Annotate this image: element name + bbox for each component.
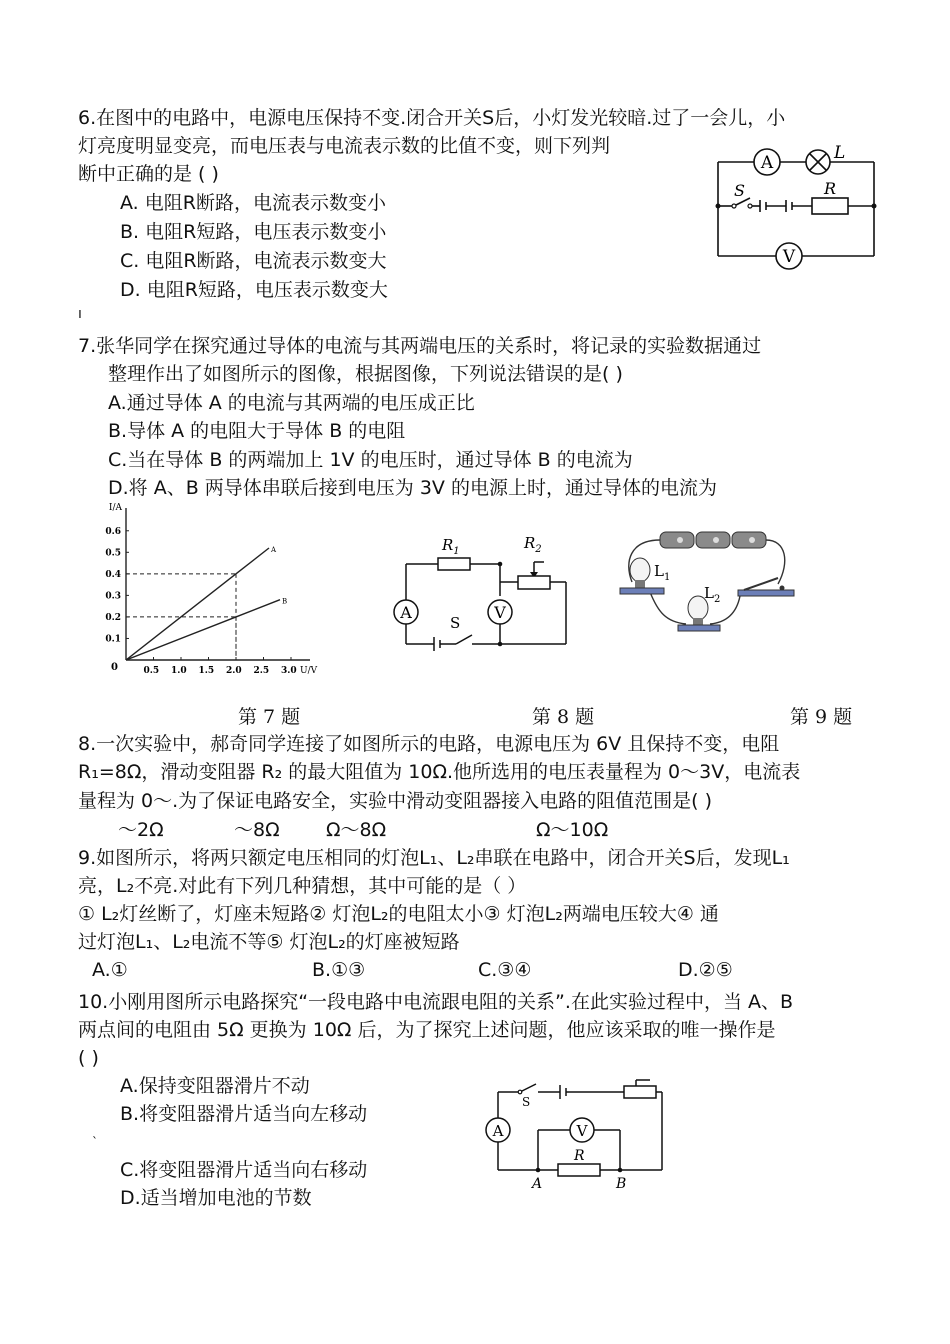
q6-line-3: 断中正确的是 ( ) <box>78 163 219 185</box>
ammeter-label: A <box>400 603 412 622</box>
caption-fig-7: 第 7 题 <box>238 706 301 728</box>
q9-line-3: ① L₂灯丝断了，灯座未短路② 灯泡L₂的电阻太小③ 灯泡L₂两端电压较大④ 通 <box>78 903 719 925</box>
switch-contact <box>748 204 752 208</box>
q10-line-2: 两点间的电阻由 5Ω 更换为 10Ω 后，为了探究上述问题，他应该采取的唯一操作是 <box>78 1019 776 1041</box>
voltmeter-label: V <box>576 1122 588 1140</box>
q9-circuit-picture <box>610 522 802 648</box>
resistor-r <box>812 198 848 214</box>
stray-mark-2: ˋ <box>92 1135 98 1149</box>
caption-fig-8: 第 8 题 <box>532 706 595 728</box>
q7-option-d: D.将 A、B 两导体串联后接到电压为 3V 的电源上时，通过导体的电流为 <box>108 477 717 499</box>
ammeter-label: A <box>760 153 774 173</box>
q7-option-b: B.导体 A 的电阻大于导体 B 的电阻 <box>108 420 406 442</box>
switch-contact <box>518 1090 522 1094</box>
q8-option-c: Ω～8Ω <box>326 819 387 841</box>
y-tick-label: 0.5 <box>105 548 121 559</box>
y-tick-label: 0.2 <box>105 612 121 623</box>
junction-dot <box>498 642 503 647</box>
q8-line-1: 8.一次实验中，郝奇同学连接了如图所示的电路，电源电压为 6V 且保持不变，电阻 <box>78 733 780 755</box>
q8-option-b: ～8Ω <box>234 819 280 841</box>
x-tick-label: 3.0 <box>281 666 297 674</box>
junction-dot <box>498 562 503 567</box>
junction-dot <box>872 204 877 209</box>
x-tick-label: 2.0 <box>226 666 242 674</box>
q9-option-a: A.① <box>92 959 128 981</box>
rheostat-r2 <box>518 576 550 589</box>
battery-pack <box>660 532 766 548</box>
q6-option-c: C. 电阻R断路，电流表示数变大 <box>120 250 387 272</box>
junction-dot <box>618 1168 623 1173</box>
series-line-B <box>126 600 280 660</box>
caption-fig-9: 第 9 题 <box>790 706 853 728</box>
ammeter-label: A <box>492 1122 504 1140</box>
y-axis-label: I/A <box>108 503 122 513</box>
r1-label: $R_1$ <box>442 536 460 557</box>
lamp-label: L <box>834 143 846 163</box>
y-tick-label: 0.4 <box>105 569 121 580</box>
q8-line-3: 量程为 0～.为了保证电路安全，实验中滑动变阻器接入电路的阻值范围是( ) <box>78 790 713 812</box>
y-tick-label: 0.3 <box>105 591 121 602</box>
switch-label: S <box>450 614 461 632</box>
series-line-A <box>126 548 269 660</box>
q10-line-1: 10.小刚用图所示电路探究“一段电路中电流跟电阻的关系”.在此实验过程中，当 A、B <box>78 991 794 1013</box>
origin-label: 0 <box>111 662 118 673</box>
q8-line-2: R₁=8Ω，滑动变阻器 R₂ 的最大阻值为 10Ω.他所选用的电压表量程为 0～3V，电流表 <box>78 761 801 783</box>
series-label-A: A <box>271 546 277 554</box>
series-label-B: B <box>282 597 288 606</box>
q9-option-c: C.③④ <box>478 959 532 981</box>
q10-option-d: D.适当增加电池的节数 <box>120 1187 312 1209</box>
stray-mark: ı <box>78 306 82 322</box>
q10-option-c: C.将变阻器滑片适当向右移动 <box>120 1159 368 1181</box>
q8-circuit-diagram <box>392 534 572 654</box>
junction-dot <box>536 1168 541 1173</box>
voltmeter-label: V <box>782 247 796 267</box>
q6-line-2: 灯亮度明显变亮，而电压表与电流表示数的比值不变，则下列判 <box>78 135 611 157</box>
q6-line-1: 6.在图中的电路中，电源电压保持不变.闭合开关S后，小灯发光较暗.过了一会儿，小 <box>78 107 786 129</box>
x-tick-label: 0.5 <box>143 666 160 674</box>
r2-label: $R_2$ <box>524 534 542 555</box>
x-axis-label: U/V <box>300 666 318 674</box>
resistor-r1 <box>438 558 470 570</box>
q10-circuit-diagram <box>484 1076 674 1194</box>
x-tick-label: 2.5 <box>253 666 270 674</box>
q10-option-b: B.将变阻器滑片适当向左移动 <box>120 1103 368 1125</box>
switch-label: S <box>734 181 745 200</box>
point-a-label: A <box>532 1176 543 1192</box>
y-tick-label: 0.1 <box>105 634 121 645</box>
y-tick-label: 0.6 <box>105 526 121 537</box>
q9-line-2: 亮，L₂不亮.对此有下列几种猜想，其中可能的是（ ） <box>78 875 527 897</box>
q6-option-d: D. 电阻R短路，电压表示数变大 <box>120 279 388 301</box>
point-b-label: B <box>616 1176 627 1192</box>
l2-label: $L_2$ <box>704 584 721 605</box>
q9-option-d: D.②⑤ <box>678 959 733 981</box>
x-tick-label: 1.5 <box>198 666 215 674</box>
q7-option-a: A.通过导体 A 的电流与其两端的电压成正比 <box>108 392 475 414</box>
resistor-r <box>558 1164 600 1176</box>
switch-label: S <box>522 1095 531 1109</box>
lamp-symbol <box>806 150 830 174</box>
l1-label: $L_1$ <box>654 562 671 583</box>
q10-line-3: ( ) <box>78 1047 99 1069</box>
q9-option-b: B.①③ <box>312 959 366 981</box>
q8-option-a: ～2Ω <box>118 819 164 841</box>
x-tick-label: 1.0 <box>171 666 187 674</box>
switch-contact <box>732 204 736 208</box>
q9-line-1: 9.如图所示，将两只额定电压相同的灯泡L₁、L₂串联在电路中，闭合开关S后，发现L₁ <box>78 847 790 869</box>
q6-circuit-diagram <box>712 138 882 276</box>
q10-option-a: A.保持变阻器滑片不动 <box>120 1075 310 1097</box>
voltmeter-label: V <box>494 603 506 622</box>
q7-option-c: C.当在导体 B 的两端加上 1V 的电压时，通过导体 B 的电流为 <box>108 449 633 471</box>
q6-option-b: B. 电阻R短路，电压表示数变小 <box>120 221 387 243</box>
q8-option-d: Ω～10Ω <box>536 819 609 841</box>
q7-line-1: 7.张华同学在探究通过导体的电流与其两端电压的关系时，将记录的实验数据通过 <box>78 335 762 357</box>
resistor-label: R <box>824 179 837 198</box>
rheostat <box>624 1086 656 1098</box>
q7-line-2: 整理作出了如图所示的图像，根据图像，下列说法错误的是( ) <box>108 363 623 385</box>
q9-line-4: 过灯泡L₁、L₂电流不等⑤ 灯泡L₂的灯座被短路 <box>78 931 460 953</box>
junction-dot <box>716 204 721 209</box>
resistor-label: R <box>574 1148 585 1164</box>
q6-option-a: A. 电阻R断路，电流表示数变小 <box>120 192 386 214</box>
q7-iu-chart <box>82 502 322 674</box>
switch-icon <box>738 578 794 596</box>
